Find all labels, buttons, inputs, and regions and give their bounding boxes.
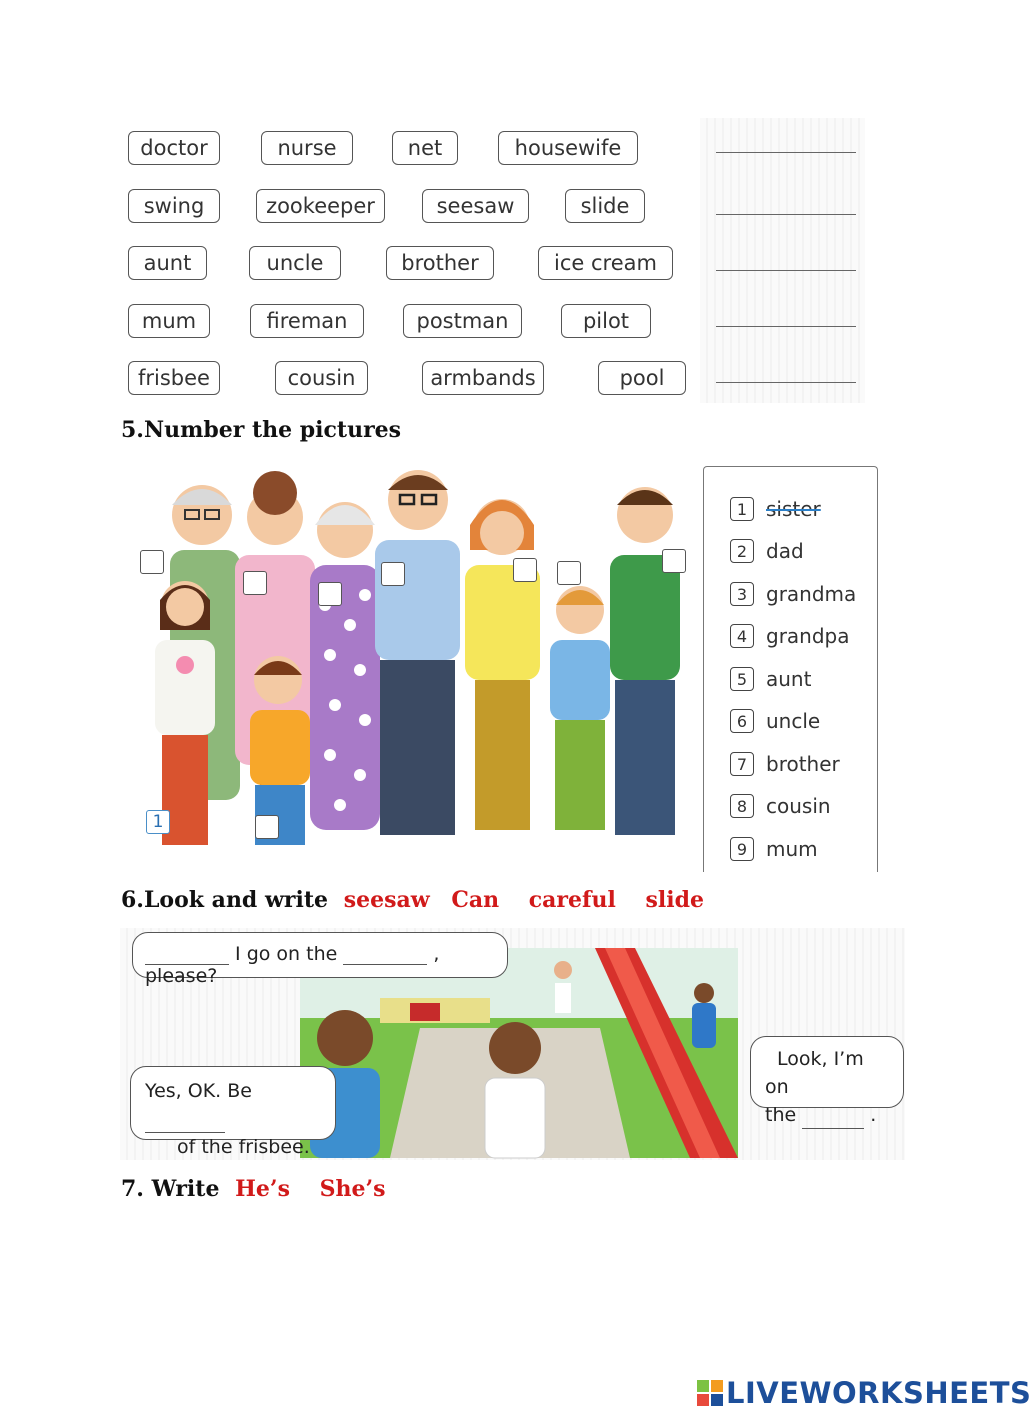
list-number: 6 [730, 709, 754, 733]
section-6-heading [121, 887, 704, 913]
bubble-3-text-3: . [870, 1104, 877, 1126]
bubble-2-text-1: Yes, OK. Be [145, 1080, 252, 1102]
list-item [730, 537, 804, 565]
list-item [730, 622, 850, 650]
list-item [730, 792, 831, 820]
section-7-title: 7. Write [121, 1176, 220, 1202]
list-word: sister [766, 497, 821, 521]
word-box-nurse[interactable]: nurse [261, 131, 353, 165]
speech-bubble-1 [132, 932, 508, 987]
list-word: uncle [766, 709, 821, 733]
bubble-2-text-2: of the frisbee. [177, 1136, 310, 1158]
word-bank-slide: slide [645, 887, 704, 913]
list-number: 4 [730, 624, 754, 648]
picture-answer-box-4[interactable] [381, 562, 405, 586]
bubble-3-text-1: Look, I’m on [765, 1048, 864, 1098]
list-number: 3 [730, 582, 754, 606]
list-word: grandpa [766, 624, 850, 648]
picture-answer-box-8[interactable] [255, 815, 279, 839]
picture-answer-box-2[interactable] [243, 571, 267, 595]
list-word: dad [766, 539, 804, 563]
word-box-aunt[interactable]: aunt [128, 246, 207, 280]
word-box-cousin[interactable]: cousin [275, 361, 368, 395]
list-item [730, 495, 821, 523]
word-box-armbands[interactable]: armbands [422, 361, 544, 395]
bubble-3-text-2: the [765, 1104, 797, 1126]
picture-answer-box-1[interactable] [140, 550, 164, 574]
dad-figure [375, 470, 460, 835]
grandma-figure [310, 502, 380, 830]
word-box-postman[interactable]: postman [403, 304, 522, 338]
list-word: cousin [766, 794, 831, 818]
list-word: brother [766, 752, 840, 776]
word-box-mum[interactable]: mum [128, 304, 210, 338]
sister-figure [155, 581, 215, 845]
picture-answer-box-6[interactable] [557, 561, 581, 585]
word-box-net[interactable]: net [392, 131, 458, 165]
answer-line-1[interactable] [716, 152, 856, 153]
bubble-1-blank-2[interactable] [343, 946, 427, 965]
word-box-frisbee[interactable]: frisbee [128, 361, 220, 395]
answer-line-5[interactable] [716, 382, 856, 383]
uncle-figure [610, 487, 680, 835]
list-word: mum [766, 837, 818, 861]
bubble-1-text-2: , please? [145, 943, 440, 987]
bubble-3-blank[interactable] [802, 1110, 864, 1129]
family-word-list [703, 466, 878, 872]
answer-line-4[interactable] [716, 326, 856, 327]
list-word: aunt [766, 667, 812, 691]
word-box-seesaw[interactable]: seesaw [422, 189, 529, 223]
section-5-heading: 5.Number the pictures [121, 417, 402, 443]
mum-figure [465, 499, 540, 830]
picture-answer-box-5[interactable] [513, 558, 537, 582]
list-item [730, 665, 811, 693]
list-item [730, 835, 818, 863]
list-number: 2 [730, 539, 754, 563]
list-item [730, 580, 856, 608]
word-bank-shes: She’s [319, 1176, 386, 1202]
list-number: 9 [730, 837, 754, 861]
list-item [730, 750, 840, 778]
word-box-pool[interactable]: pool [598, 361, 686, 395]
word-box-pilot[interactable]: pilot [561, 304, 651, 338]
picture-example-box: 1 [146, 810, 170, 834]
word-box-ice-cream[interactable]: ice cream [538, 246, 673, 280]
word-box-slide[interactable]: slide [565, 189, 645, 223]
family-picture [140, 455, 700, 865]
bubble-2-blank[interactable] [145, 1114, 225, 1133]
list-number: 7 [730, 752, 754, 776]
word-box-zookeeper[interactable]: zookeeper [256, 189, 385, 223]
word-box-brother[interactable]: brother [386, 246, 494, 280]
answer-line-2[interactable] [716, 214, 856, 215]
list-number: 8 [730, 794, 754, 818]
liveworksheets-brand-text: LIVEWORKSHEETS [726, 1376, 1031, 1410]
word-box-fireman[interactable]: fireman [250, 304, 364, 338]
park-scene [300, 948, 738, 1158]
liveworksheets-logo-icon [697, 1380, 723, 1406]
word-bank-seesaw: seesaw [343, 887, 430, 913]
list-item [730, 707, 820, 735]
speech-bubble-2 [130, 1066, 336, 1158]
bubble-1-blank-1[interactable] [145, 946, 229, 965]
brother-figure [550, 586, 610, 830]
word-bank-can: Can [451, 887, 500, 913]
word-box-uncle[interactable]: uncle [249, 246, 341, 280]
bubble-1-text-1: I go on the [235, 943, 338, 965]
liveworksheets-logo [697, 1376, 1031, 1410]
answer-panel-background [700, 118, 865, 403]
section-7-heading [121, 1176, 386, 1202]
word-bank-careful: careful [528, 887, 616, 913]
word-box-swing[interactable]: swing [128, 189, 220, 223]
section-6-title: 6.Look and write [121, 887, 329, 913]
list-number: 1 [730, 497, 754, 521]
list-word: grandma [766, 582, 857, 606]
picture-answer-box-3[interactable] [318, 582, 342, 606]
word-box-housewife[interactable]: housewife [498, 131, 638, 165]
picture-answer-box-7[interactable] [662, 549, 686, 573]
answer-line-3[interactable] [716, 270, 856, 271]
word-bank-hes: He’s [235, 1176, 290, 1202]
word-box-doctor[interactable]: doctor [128, 131, 220, 165]
speech-bubble-3 [750, 1036, 904, 1126]
list-number: 5 [730, 667, 754, 691]
